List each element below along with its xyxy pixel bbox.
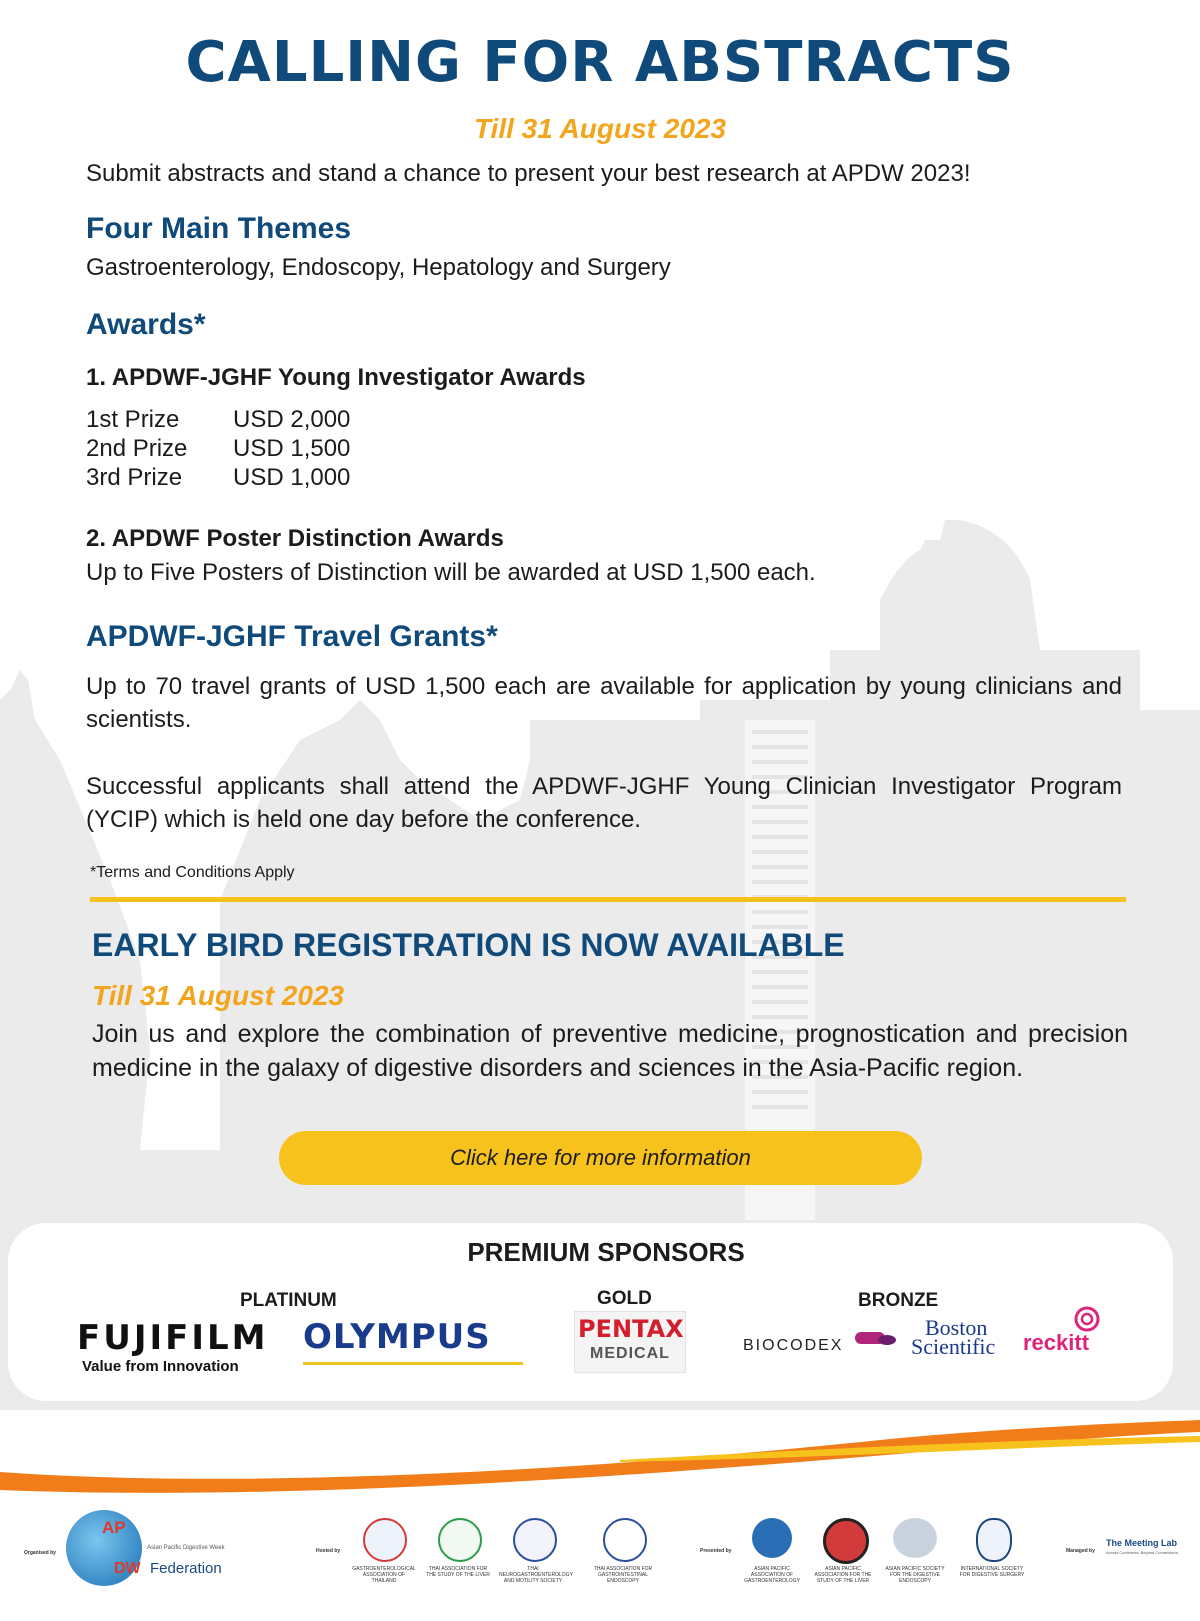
apdw-logo-ap: AP bbox=[102, 1518, 126, 1537]
boston-scientific-logo[interactable] bbox=[911, 1315, 996, 1359]
pentax-medical-label: MEDICAL bbox=[590, 1345, 670, 1362]
boston-line2: Scientific bbox=[911, 1334, 996, 1359]
travel-grants-heading: APDWF-JGHF Travel Grants* bbox=[86, 620, 498, 653]
host-tasl-icon bbox=[438, 1518, 482, 1562]
fujifilm-logo[interactable]: FUJIFILM bbox=[77, 1318, 269, 1358]
olympus-logo[interactable]: OLYMPUS bbox=[303, 1317, 491, 1357]
biocodex-mark-icon bbox=[855, 1328, 897, 1350]
biocodex-logo[interactable]: BIOCODEX bbox=[743, 1337, 844, 1354]
prize-label: 1st Prize bbox=[86, 406, 180, 433]
reckitt-logo[interactable]: reckitt bbox=[1023, 1330, 1090, 1355]
host-tage-icon bbox=[603, 1518, 647, 1562]
reckitt-swirl-icon bbox=[1074, 1306, 1100, 1332]
sponsors-heading: PREMIUM SPONSORS bbox=[467, 1237, 745, 1267]
host-label: THAI ASSOCIATION FOR GASTROINTESTINAL ENDOSCOPY bbox=[593, 1566, 653, 1584]
early-bird-deadline: Till 31 August 2023 bbox=[92, 980, 345, 1011]
organised-by-label: Organised by bbox=[24, 1550, 56, 1556]
themes-text: Gastroenterology, Endoscopy, Hepatology and Surgery bbox=[86, 254, 671, 281]
meeting-lab-tagline: Across Continents, Beyond Connections. bbox=[1106, 1550, 1179, 1555]
prize-row bbox=[86, 464, 350, 494]
prize-label: 3rd Prize bbox=[86, 464, 183, 491]
intro-text: Submit abstracts and stand a chance to present your best research at APDW 2023! bbox=[86, 160, 971, 187]
tier-bronze: BRONZE bbox=[858, 1290, 939, 1311]
presenter-apasl-icon bbox=[823, 1518, 869, 1564]
young-investigator-heading: 1. APDWF-JGHF Young Investigator Awards bbox=[86, 364, 586, 391]
page-title: CALLING FOR ABSTRACTS bbox=[185, 30, 1015, 95]
prize-row bbox=[86, 435, 350, 465]
host-gat-icon bbox=[363, 1518, 407, 1562]
early-bird-text: Join us and explore the combination of preventive medicine, prognostication and precision medicine in the galaxy of digestive disorders and sciences in the Asia-Pacific region. bbox=[92, 1020, 1128, 1082]
presenter-label: ASIAN PACIFIC ASSOCIATION FOR THE STUDY OF THE LIVER bbox=[814, 1566, 872, 1584]
hosted-by-label: Hosted by bbox=[316, 1548, 341, 1554]
presenter-label: INTERNATIONAL SOCIETY FOR DIGESTIVE SURGERY bbox=[959, 1566, 1025, 1578]
tier-gold: GOLD bbox=[597, 1288, 652, 1309]
poster-awards-text: Up to Five Posters of Distinction will be awarded at USD 1,500 each. bbox=[86, 559, 816, 586]
awards-heading: Awards* bbox=[86, 308, 206, 341]
early-bird-heading: EARLY BIRD REGISTRATION IS NOW AVAILABLE bbox=[92, 927, 845, 963]
prize-amount: USD 1,500 bbox=[233, 435, 351, 462]
ycip-text: Successful applicants shall attend the APDWF-JGHF Young Clinician Investigator Program (YCIP) which is held one day before the conference. bbox=[86, 773, 1122, 833]
section-divider bbox=[90, 897, 1126, 902]
themes-heading: Four Main Themes bbox=[86, 212, 352, 245]
presented-by-label: Presented by bbox=[700, 1548, 732, 1554]
host-label: THAI NEUROGASTROENTEROLOGY AND MOTILITY SOCIETY bbox=[499, 1566, 573, 1584]
presenter-apsde-icon bbox=[893, 1518, 937, 1558]
meeting-lab-logo: The Meeting Lab bbox=[1106, 1538, 1178, 1548]
boston-line1: Boston bbox=[925, 1315, 988, 1340]
apdw-tagline: Asian Pacific Digestive Week bbox=[147, 1545, 225, 1551]
abstract-deadline: Till 31 August 2023 bbox=[473, 113, 727, 144]
tier-platinum: PLATINUM bbox=[240, 1290, 337, 1311]
more-info-button[interactable]: Click here for more information bbox=[279, 1131, 922, 1185]
presenter-label: ASIAN PACIFIC SOCIETY FOR THE DIGESTIVE ENDOSCOPY bbox=[885, 1566, 945, 1584]
prize-amount: USD 2,000 bbox=[233, 406, 351, 433]
presenter-apage-icon bbox=[752, 1518, 792, 1558]
managed-by-label: Managed by bbox=[1066, 1548, 1095, 1554]
travel-grants-text: Up to 70 travel grants of USD 1,500 each are available for application by young clinicians and scientists. bbox=[86, 673, 1122, 733]
prize-label: 2nd Prize bbox=[86, 435, 188, 462]
prize-amount: USD 1,000 bbox=[233, 464, 351, 491]
host-label: THAI ASSOCIATION FOR THE STUDY OF THE LIVER bbox=[426, 1566, 490, 1578]
presenter-label: ASIAN PACIFIC ASSOCIATION OF GASTROENTEROLOGY bbox=[744, 1566, 800, 1584]
host-label: GASTROENTEROLOGICAL ASSOCIATION OF THAILAND bbox=[352, 1566, 416, 1584]
olympus-underline bbox=[303, 1362, 523, 1365]
apdw-federation-label: Federation bbox=[150, 1560, 222, 1577]
pentax-logo: PENTAX bbox=[578, 1315, 684, 1343]
fujifilm-tagline: Value from Innovation bbox=[82, 1358, 239, 1375]
apdw-logo-dw: DW bbox=[114, 1560, 141, 1577]
poster-awards-heading: 2. APDWF Poster Distinction Awards bbox=[86, 525, 504, 552]
prize-row bbox=[86, 406, 350, 436]
presenter-isds-icon bbox=[976, 1518, 1012, 1562]
terms-note: *Terms and Conditions Apply bbox=[90, 864, 295, 881]
host-tnms-icon bbox=[513, 1518, 557, 1562]
